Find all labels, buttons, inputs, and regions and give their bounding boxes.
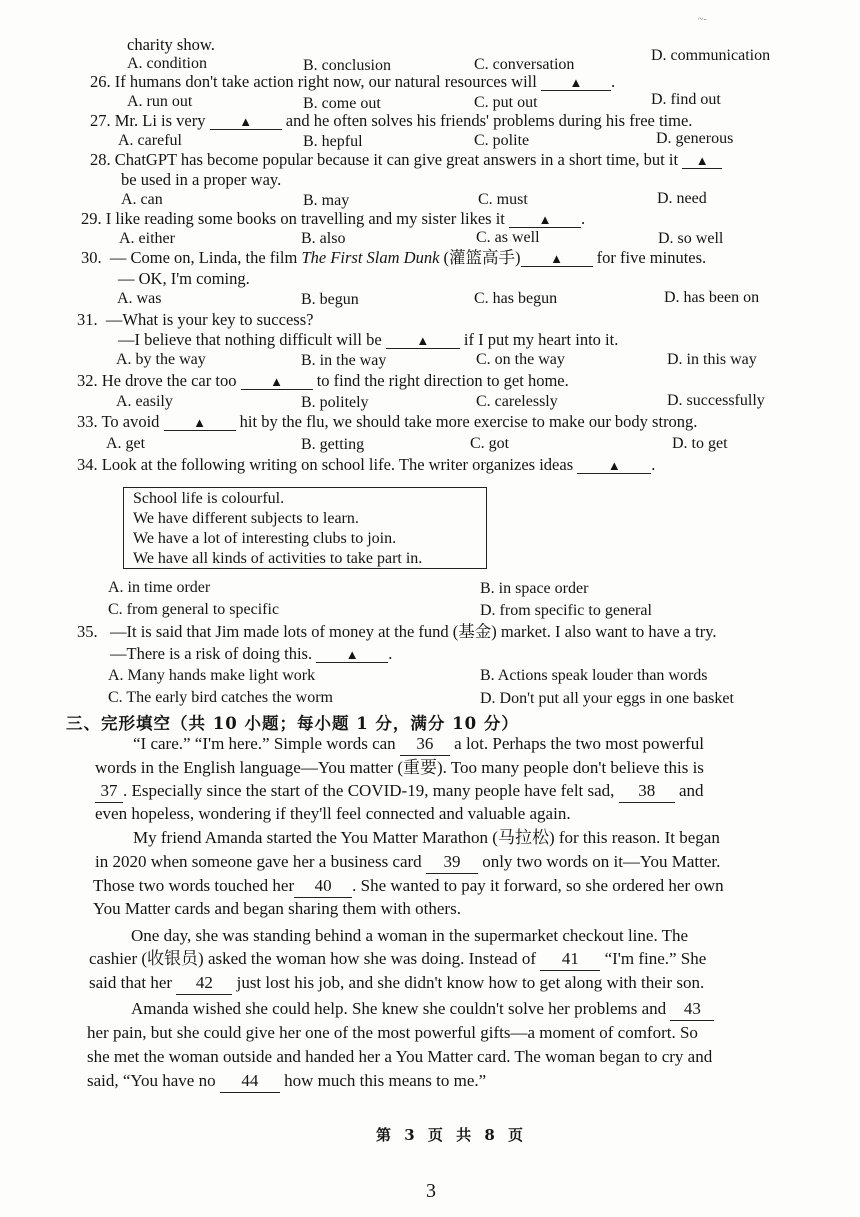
question-29: 29. I like reading some books on travelling and my sister likes it ▲ . — [81, 209, 586, 228]
question-28: 28. ChatGPT has become popular because it can give great answers in a short time, but it ▲ — [90, 150, 722, 170]
answer-blank: ▲ — [682, 154, 722, 169]
passage-line: even hopeless, wondering if they'll feel connected and valuable again. — [95, 804, 571, 823]
q30-option-c: C. has begun — [474, 290, 558, 307]
section-3-heading: 三、完形填空（共 10 小题；每小题 1 分，满分 10 分） — [66, 714, 519, 733]
q29-option-b: B. also — [301, 230, 346, 247]
q25-option-c: C. conversation — [474, 56, 575, 73]
question-28-line2: be used in a proper way. — [121, 170, 282, 189]
q34-option-a: A. in time order — [108, 579, 211, 596]
cloze-blank: 42 — [176, 972, 232, 995]
q25-option-a: A. condition — [127, 55, 207, 72]
cloze-blank: 43 — [670, 998, 714, 1021]
q28-option-a: A. can — [121, 191, 163, 208]
question-30: 30. — Come on, Linda, the film The First Slam Dunk (灌篮高手) ▲ for five minutes. — [81, 248, 707, 267]
q29-option-c: C. as well — [476, 229, 540, 246]
answer-blank: ▲ — [164, 416, 236, 431]
answer-blank: ▲ — [577, 459, 651, 474]
q30-option-b: B. begun — [301, 291, 359, 308]
answer-blank: ▲ — [521, 252, 593, 267]
cloze-blank: 44 — [220, 1070, 280, 1093]
cloze-blank: 39 — [426, 851, 478, 874]
question-32: 32. He drove the car too ▲ to find the right direction to get home. — [77, 371, 569, 390]
q29-option-d: D. so well — [658, 230, 724, 247]
q26-option-a: A. run out — [127, 93, 193, 110]
q33-option-a: A. get — [106, 435, 146, 452]
question-26: 26. If humans don't take action right now, our natural resources will ▲ . — [90, 72, 616, 91]
q25-tail: charity show. — [127, 35, 215, 54]
question-27: 27. Mr. Li is very ▲ and he often solves his friends' problems during his free time. — [90, 111, 693, 130]
passage-line: words in the English language—You matter (重要). Too many people don't believe this is — [95, 758, 704, 777]
cloze-blank: 40 — [294, 875, 352, 898]
answer-blank: ▲ — [241, 375, 313, 390]
q33-option-d: D. to get — [672, 435, 728, 452]
q31-option-c: C. on the way — [476, 351, 565, 368]
question-31: 31. —What is your key to success? — [77, 310, 314, 329]
q26-option-d: D. find out — [651, 91, 721, 108]
q32-option-c: C. carelessly — [476, 393, 558, 410]
q30-option-a: A. was — [117, 290, 162, 307]
q28-option-d: D. need — [657, 190, 707, 207]
q31-option-d: D. in this way — [667, 351, 757, 368]
question-35-line2: —There is a risk of doing this. ▲ . — [110, 644, 393, 663]
answer-blank: ▲ — [541, 76, 611, 91]
page-footer: 第 3 页 共 8 页 — [376, 1126, 527, 1144]
box-line: School life is colourful. — [133, 490, 285, 507]
q31-option-b: B. in the way — [301, 352, 387, 369]
q35-option-c: C. The early bird catches the worm — [108, 689, 333, 706]
cloze-blank: 38 — [619, 780, 675, 803]
q30-option-d: D. has been on — [664, 289, 760, 306]
passage-line: My friend Amanda started the You Matter Marathon (马拉松) for this reason. It began — [133, 828, 720, 847]
q25-option-d: D. communication — [651, 47, 771, 64]
q33-option-b: B. getting — [301, 436, 365, 453]
q26-option-b: B. come out — [303, 95, 381, 112]
q35-option-a: A. Many hands make light work — [108, 667, 316, 684]
q35-option-b: B. Actions speak louder than words — [480, 667, 708, 684]
q34-option-b: B. in space order — [480, 580, 589, 597]
box-line: We have a lot of interesting clubs to join. — [133, 530, 397, 547]
passage-line: 37 . Especially since the start of the COVID-19, many people have felt sad, 38 and — [95, 780, 703, 803]
passage-line: she met the woman outside and handed her a You Matter card. The woman began to cry and — [87, 1047, 713, 1066]
answer-blank: ▲ — [509, 213, 581, 228]
passage-line: One day, she was standing behind a woman in the supermarket checkout line. The — [131, 926, 689, 945]
cloze-blank: 41 — [540, 948, 600, 971]
answer-blank: ▲ — [386, 334, 460, 349]
passage-line: Amanda wished she could help. She knew she couldn't solve her problems and 43 — [131, 998, 714, 1021]
passage-line: said that her 42 just lost his job, and she didn't know how to get along with their son. — [89, 972, 704, 995]
passage-line: Those two words touched her 40 . She wanted to pay it forward, so she ordered her own — [93, 875, 724, 898]
q27-option-d: D. generous — [656, 130, 734, 147]
passage-line: You Matter cards and began sharing them with others. — [93, 899, 461, 918]
q32-option-b: B. politely — [301, 394, 369, 411]
passage-line: said, “You have no 44 how much this means to me.” — [87, 1070, 486, 1093]
answer-blank: ▲ — [210, 115, 282, 130]
q35-option-d: D. Don't put all your eggs in one basket — [480, 690, 734, 707]
q34-option-d: D. from specific to general — [480, 602, 652, 619]
corner-mark: ~- — [698, 14, 707, 25]
page-number: 3 — [426, 1180, 436, 1202]
question-30-line2: — OK, I'm coming. — [118, 269, 250, 288]
q32-option-a: A. easily — [116, 393, 173, 410]
q29-option-a: A. either — [119, 230, 175, 247]
q33-option-c: C. got — [470, 435, 510, 452]
q34-option-c: C. from general to specific — [108, 601, 280, 618]
question-35: 35. —It is said that Jim made lots of money at the fund (基金) market. I also want to have a try. — [77, 622, 717, 641]
q27-option-a: A. careful — [118, 132, 182, 149]
question-33: 33. To avoid ▲ hit by the flu, we should take more exercise to make our body strong. — [77, 412, 698, 431]
q27-option-c: C. polite — [474, 132, 530, 149]
passage-line: in 2020 when someone gave her a business card 39 only two words on it—You Matter. — [95, 851, 720, 874]
q31-option-a: A. by the way — [116, 351, 206, 368]
q28-option-c: C. must — [478, 191, 528, 208]
answer-blank: ▲ — [316, 648, 388, 663]
q28-option-b: B. may — [303, 192, 350, 209]
question-34: 34. Look at the following writing on school life. The writer organizes ideas ▲ . — [77, 455, 656, 474]
q25-option-b: B. conclusion — [303, 57, 391, 74]
q26-option-c: C. put out — [474, 94, 538, 111]
q32-option-d: D. successfully — [667, 392, 765, 409]
passage-line: her pain, but she could give her one of the most powerful gifts—a moment of comfort. So — [87, 1023, 698, 1042]
cloze-blank: 36 — [400, 733, 450, 756]
passage-line: “I care.” “I'm here.” Simple words can 36 a lot. Perhaps the two most powerful — [133, 733, 704, 756]
writing-sample-box — [123, 487, 487, 569]
q27-option-b: B. hepful — [303, 133, 363, 150]
box-line: We have different subjects to learn. — [133, 510, 359, 527]
cloze-blank: 37 — [95, 780, 123, 803]
box-line: We have all kinds of activities to take part in. — [133, 550, 423, 567]
question-31-line2: —I believe that nothing difficult will be ▲ if I put my heart into it. — [118, 330, 619, 349]
passage-line: cashier (收银员) asked the woman how she was doing. Instead of 41 “I'm fine.” She — [89, 948, 706, 971]
